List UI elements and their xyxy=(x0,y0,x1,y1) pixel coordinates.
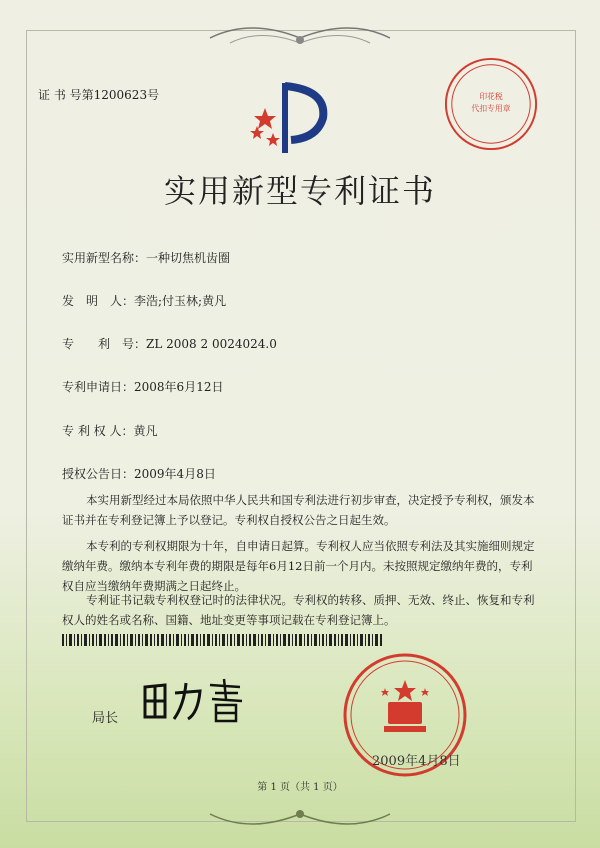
field-label: 专 利 权 人： xyxy=(62,424,134,438)
field-label: 专 利 号： xyxy=(62,337,147,351)
director-signature xyxy=(140,675,250,725)
certificate-number: 证 书 号第1200623号 xyxy=(38,88,160,102)
barcode xyxy=(62,634,382,646)
field-label: 发 明 人： xyxy=(62,294,135,308)
field-label: 专利申请日： xyxy=(62,380,135,394)
field-value: ZL 2008 2 0024024.0 xyxy=(146,337,277,351)
patent-office-logo xyxy=(245,78,335,158)
issue-date: 2009年4月8日 xyxy=(372,754,461,769)
filing-date-field xyxy=(62,378,223,395)
paragraph-1: 本实用新型经过本局依照中华人民共和国专利法进行初步审查，决定授予专利权，颁发本证书并在专利登记簿上予以登记。专利权自授权公告之日起生效。 xyxy=(62,493,535,527)
svg-text:代扣专用章: 代扣专用章 xyxy=(471,103,511,113)
field-value: 黄凡 xyxy=(133,424,158,438)
field-value: 李浩;付玉林;黄凡 xyxy=(134,294,227,308)
svg-text:印花税: 印花税 xyxy=(479,92,503,102)
patentee-field xyxy=(62,422,157,439)
director-label: 局长 xyxy=(92,711,119,726)
tax-stamp xyxy=(442,55,540,153)
inventor-field xyxy=(62,292,226,309)
page-indicator: 第 1 页（共 1 页） xyxy=(257,782,343,793)
paragraph-3: 专利证书记载专利权登记时的法律状况。专利权的转移、质押、无效、终止、恢复和专利权人的姓名或名称、国籍、地址变更等事项记载在专利登记簿上。 xyxy=(62,593,535,627)
bottom-ornament xyxy=(200,794,400,834)
page-title: 实用新型专利证书 xyxy=(163,172,436,210)
patent-number-field xyxy=(62,335,277,352)
field-value: 一种切焦机齿圈 xyxy=(146,251,231,265)
top-ornament xyxy=(200,18,400,58)
field-value: 2009年4月8日 xyxy=(134,467,216,481)
paragraph-2: 本专利的专利权期限为十年，自申请日起算。专利权人应当依照专利法及其实施细则规定缴纳年费。缴纳本专利年费的期限是每年6月12日前一个月内。未按照规定缴纳年费的，专利权自应当缴纳年费期满之日起终止。 xyxy=(62,539,535,593)
field-label: 授权公告日： xyxy=(62,467,135,481)
utility-model-name-field xyxy=(62,249,230,266)
grant-date-field xyxy=(62,465,216,482)
field-label: 实用新型名称： xyxy=(62,251,147,265)
field-value: 2008年6月12日 xyxy=(134,380,224,394)
